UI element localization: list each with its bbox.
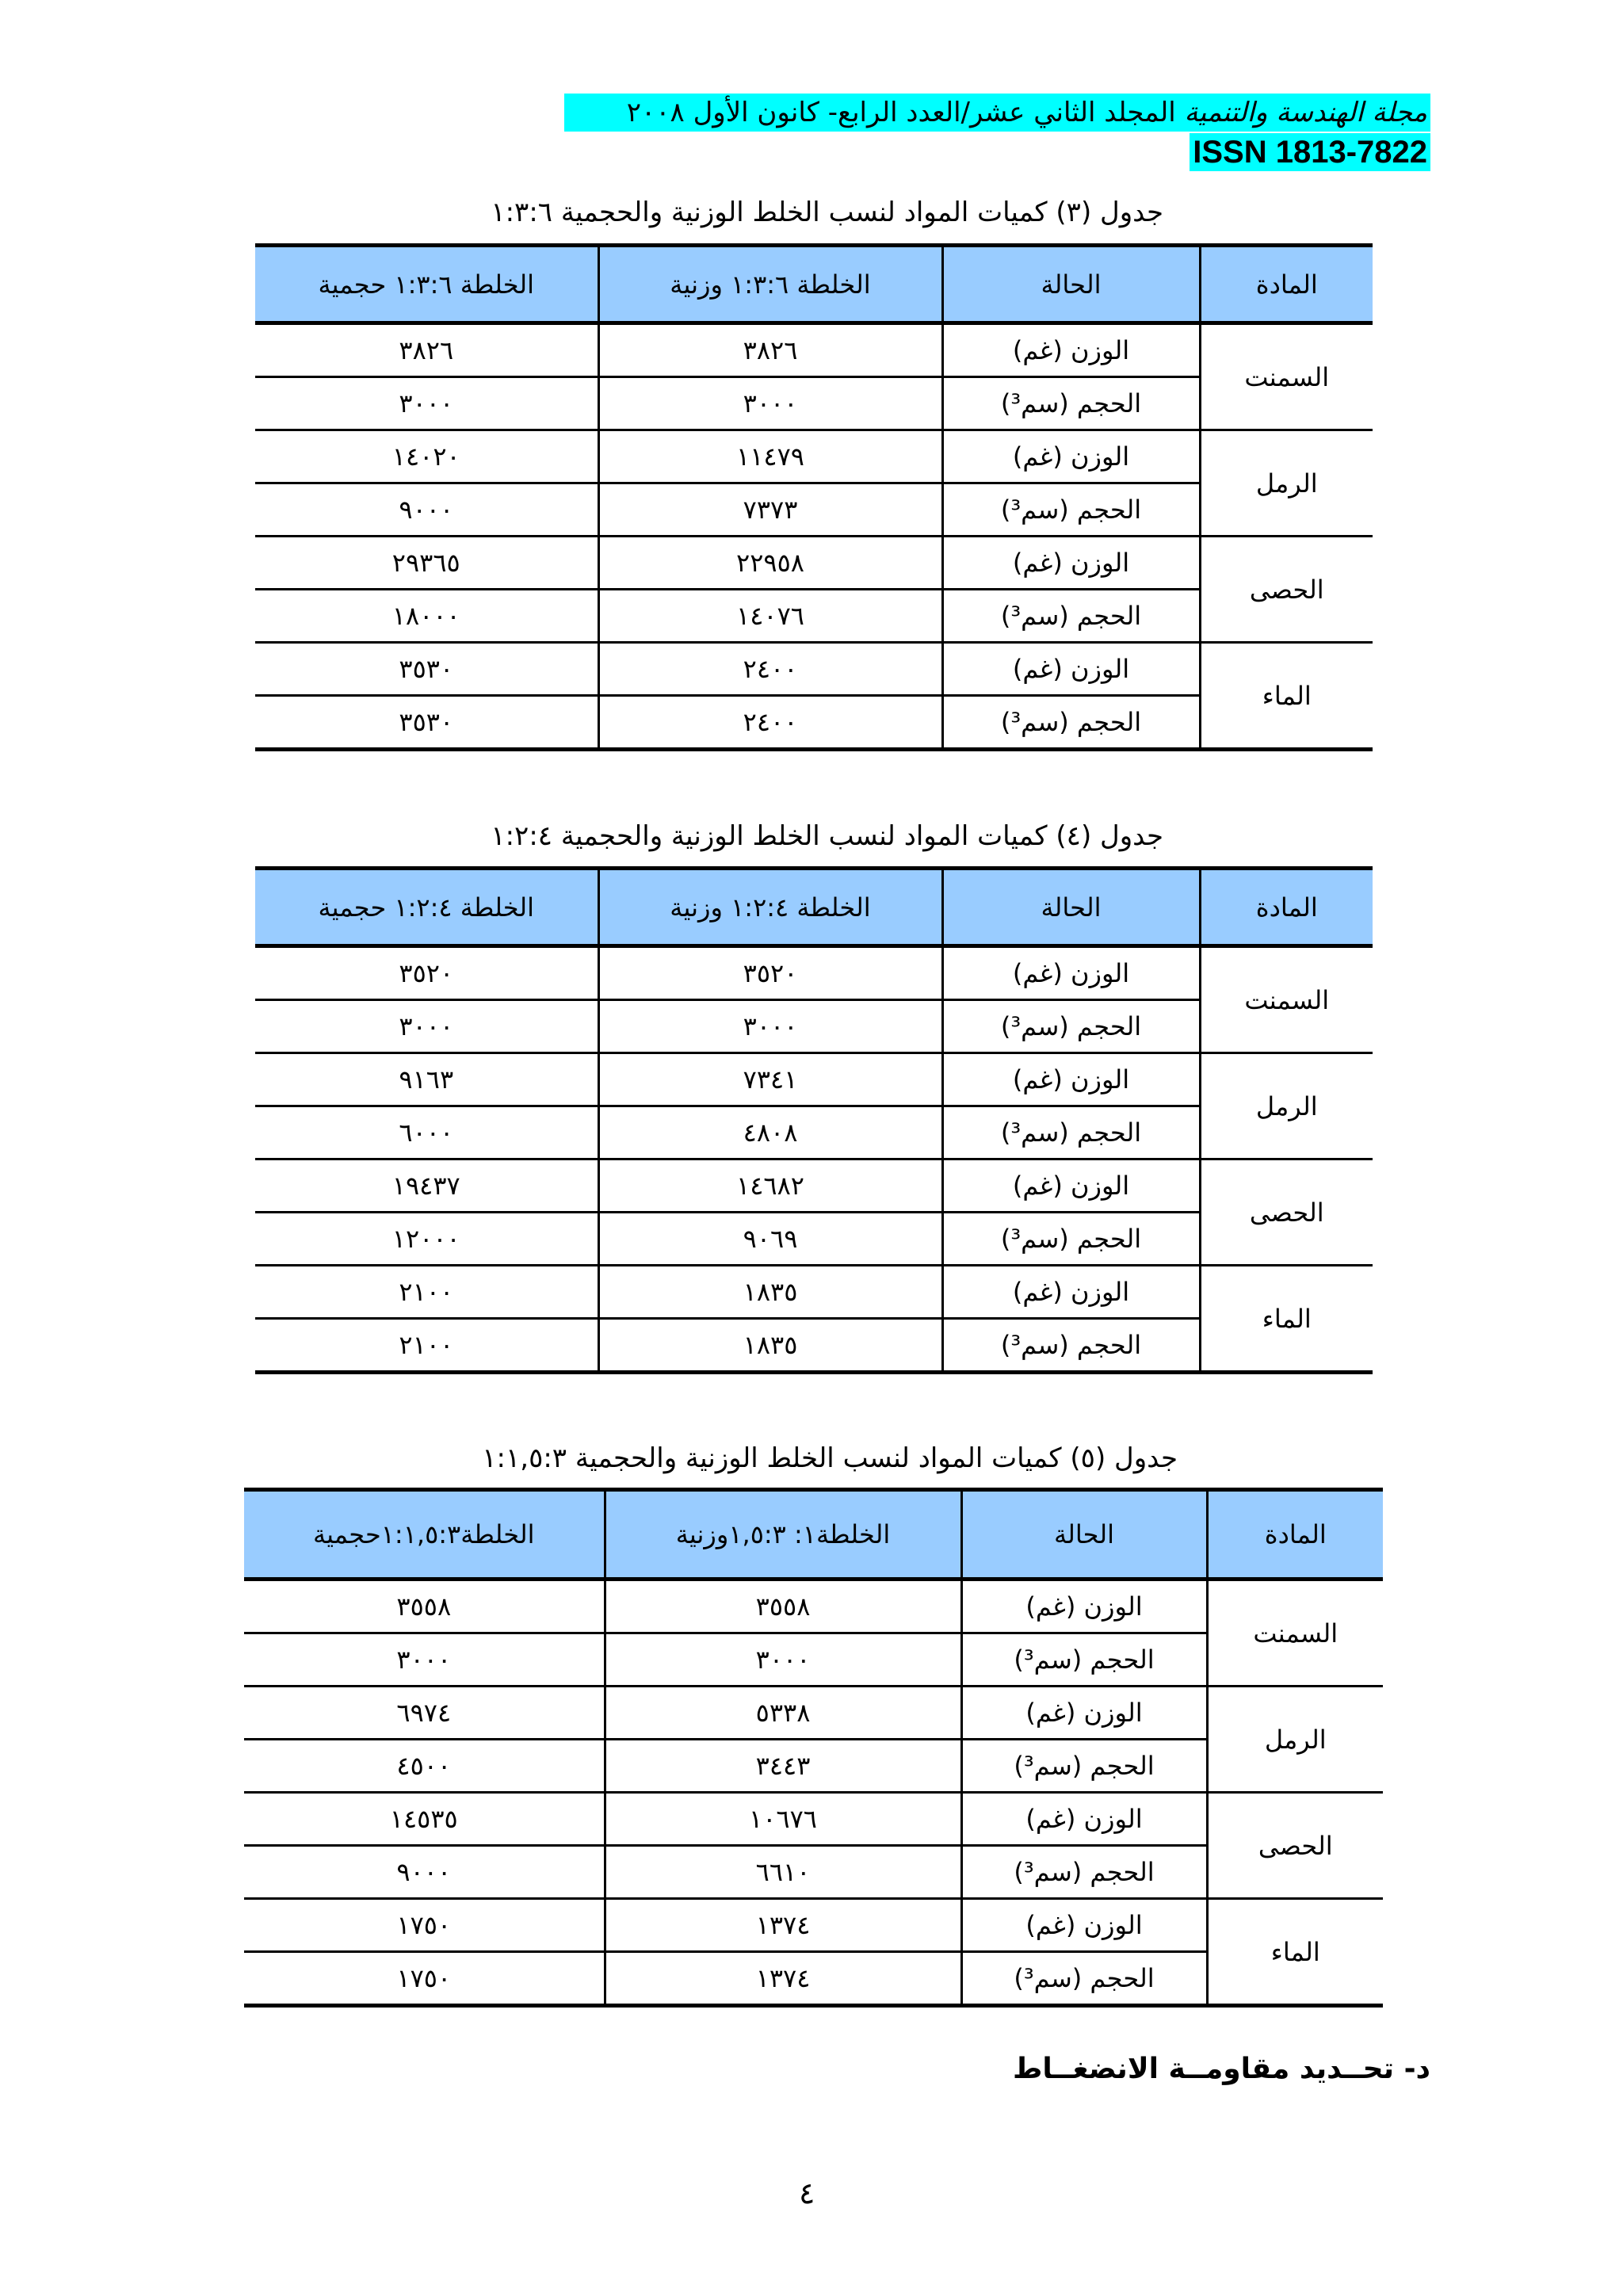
- table-3-caption: جدول (٣) كميات المواد لنسب الخلط الوزنية والحجمية ١:٣:٦: [491, 197, 1163, 228]
- state-cell: الحجم (سم³): [942, 483, 1200, 537]
- weight-mix-cell: ٣٨٢٦: [598, 323, 942, 377]
- weight-mix-cell: ٤٨٠٨: [598, 1106, 942, 1159]
- material-cell: الرمل: [1200, 1053, 1373, 1159]
- weight-mix-cell: ٢٤٠٠: [598, 643, 942, 696]
- material-cell: الماء: [1200, 643, 1373, 750]
- material-cell: الرمل: [1207, 1687, 1383, 1793]
- journal-title: مجلة الهندسة والتنمية: [1184, 97, 1427, 128]
- volume-mix-cell: ٩٠٠٠: [255, 483, 598, 537]
- weight-mix-cell: ٢٤٠٠: [598, 696, 942, 750]
- weight-mix-cell: ٧٣٤١: [598, 1053, 942, 1106]
- material-cell: السمنت: [1207, 1580, 1383, 1687]
- state-cell: الوزن (غم): [942, 1159, 1200, 1213]
- weight-mix-cell: ١٣٧٤: [605, 1952, 961, 2006]
- weight-mix-cell: ٣٠٠٠: [605, 1633, 961, 1687]
- material-cell: الماء: [1207, 1899, 1383, 2006]
- weight-mix-cell: ١٨٣٥: [598, 1266, 942, 1319]
- weight-mix-cell: ١١٤٧٩: [598, 430, 942, 483]
- header-material: المادة: [1200, 246, 1373, 323]
- volume-mix-cell: ٣٥٣٠: [255, 696, 598, 750]
- state-cell: الوزن (غم): [961, 1580, 1207, 1633]
- issn: ISSN 1813-7822: [1190, 133, 1430, 171]
- material-cell: الرمل: [1200, 430, 1373, 537]
- weight-mix-cell: ١٤٠٧٦: [598, 590, 942, 643]
- state-cell: الوزن (غم): [942, 430, 1200, 483]
- state-cell: الوزن (غم): [961, 1899, 1207, 1952]
- table-row: [244, 1580, 1383, 1633]
- header-volume-mix: الخلطة ١:٣:٦ حجمية: [255, 246, 598, 323]
- volume-mix-cell: ٩٠٠٠: [244, 1846, 605, 1899]
- weight-mix-cell: ١٣٧٤: [605, 1899, 961, 1952]
- volume-mix-cell: ٣٠٠٠: [244, 1633, 605, 1687]
- table-4-caption: جدول (٤) كميات المواد لنسب الخلط الوزنية والحجمية ١:٢:٤: [491, 820, 1163, 852]
- state-cell: الوزن (غم): [942, 643, 1200, 696]
- state-cell: الحجم (سم³): [942, 1213, 1200, 1266]
- header-volume-mix: الخلطة ١:٢:٤ حجمية: [255, 869, 598, 946]
- volume-mix-cell: ٣٥٥٨: [244, 1580, 605, 1633]
- table-row: [255, 537, 1373, 590]
- material-cell: الحصى: [1200, 537, 1373, 643]
- weight-mix-cell: ٣٠٠٠: [598, 377, 942, 430]
- volume-mix-cell: ١٧٥٠: [244, 1899, 605, 1952]
- volume-mix-cell: ٦٩٧٤: [244, 1687, 605, 1740]
- material-cell: الحصى: [1207, 1793, 1383, 1899]
- header-weight-mix: الخلطة ١:٢:٤ وزنية: [598, 869, 942, 946]
- volume-mix-cell: ٣٠٠٠: [255, 377, 598, 430]
- table-row: [244, 1793, 1383, 1846]
- state-cell: الحجم (سم³): [961, 1633, 1207, 1687]
- state-cell: الحجم (سم³): [961, 1952, 1207, 2006]
- material-cell: السمنت: [1200, 323, 1373, 430]
- material-cell: السمنت: [1200, 946, 1373, 1053]
- table-3: [255, 243, 1373, 751]
- table-5-caption: جدول (٥) كميات المواد لنسب الخلط الوزنية والحجمية ١:١,٥:٣: [482, 1442, 1178, 1474]
- volume-mix-cell: ١٢٠٠٠: [255, 1213, 598, 1266]
- header-state: الحالة: [961, 1490, 1207, 1580]
- volume-mix-cell: ٩١٦٣: [255, 1053, 598, 1106]
- state-cell: الحجم (سم³): [942, 590, 1200, 643]
- state-cell: الوزن (غم): [942, 323, 1200, 377]
- table-row: [255, 946, 1373, 1000]
- state-cell: الحجم (سم³): [942, 1000, 1200, 1053]
- journal-issue: المجلد الثاني عشر/العدد الرابع- كانون الأول ٢٠٠٨: [626, 97, 1185, 128]
- weight-mix-cell: ٦٦١٠: [605, 1846, 961, 1899]
- header-material: المادة: [1207, 1490, 1383, 1580]
- state-cell: الحجم (سم³): [942, 696, 1200, 750]
- volume-mix-cell: ٣٥٢٠: [255, 946, 598, 1000]
- state-cell: الحجم (سم³): [961, 1846, 1207, 1899]
- state-cell: الحجم (سم³): [961, 1740, 1207, 1793]
- state-cell: الوزن (غم): [942, 946, 1200, 1000]
- volume-mix-cell: ١٩٤٣٧: [255, 1159, 598, 1213]
- weight-mix-cell: ٢٢٩٥٨: [598, 537, 942, 590]
- weight-mix-cell: ٣٥٥٨: [605, 1580, 961, 1633]
- volume-mix-cell: ١٤٥٣٥: [244, 1793, 605, 1846]
- section-heading: د- تحــديد مقاومــة الانضغــاط: [1013, 2053, 1430, 2085]
- weight-mix-cell: ٧٣٧٣: [598, 483, 942, 537]
- material-cell: الحصى: [1200, 1159, 1373, 1266]
- weight-mix-cell: ١٠٦٧٦: [605, 1793, 961, 1846]
- table-row: [244, 1899, 1383, 1952]
- volume-mix-cell: ٢١٠٠: [255, 1266, 598, 1319]
- weight-mix-cell: ٥٣٣٨: [605, 1687, 961, 1740]
- material-cell: الماء: [1200, 1266, 1373, 1373]
- state-cell: الحجم (سم³): [942, 377, 1200, 430]
- volume-mix-cell: ٦٠٠٠: [255, 1106, 598, 1159]
- volume-mix-cell: ٢٩٣٦٥: [255, 537, 598, 590]
- table-row: [255, 1053, 1373, 1106]
- table-5: [244, 1488, 1383, 2008]
- volume-mix-cell: ١٧٥٠: [244, 1952, 605, 2006]
- header-weight-mix: الخلطة ١:٣:٦ وزنية: [598, 246, 942, 323]
- weight-mix-cell: ١٨٣٥: [598, 1319, 942, 1373]
- header-state: الحالة: [942, 869, 1200, 946]
- journal-citation: [564, 94, 1430, 132]
- state-cell: الوزن (غم): [961, 1793, 1207, 1846]
- state-cell: الحجم (سم³): [942, 1319, 1200, 1373]
- volume-mix-cell: ١٨٠٠٠: [255, 590, 598, 643]
- table-4: [255, 866, 1373, 1374]
- volume-mix-cell: ٣٠٠٠: [255, 1000, 598, 1053]
- weight-mix-cell: ٣٠٠٠: [598, 1000, 942, 1053]
- header-material: المادة: [1200, 869, 1373, 946]
- volume-mix-cell: ١٤٠٢٠: [255, 430, 598, 483]
- table-row: [255, 323, 1373, 377]
- journal-header: [564, 94, 1430, 171]
- weight-mix-cell: ٩٠٦٩: [598, 1213, 942, 1266]
- table-row: [255, 1159, 1373, 1213]
- volume-mix-cell: ٣٥٣٠: [255, 643, 598, 696]
- header-weight-mix: الخلطة١: ١,٥:٣وزنية: [605, 1490, 961, 1580]
- weight-mix-cell: ٣٤٤٣: [605, 1740, 961, 1793]
- state-cell: الحجم (سم³): [942, 1106, 1200, 1159]
- volume-mix-cell: ٢١٠٠: [255, 1319, 598, 1373]
- weight-mix-cell: ٣٥٢٠: [598, 946, 942, 1000]
- page-number: ٤: [799, 2176, 815, 2210]
- weight-mix-cell: ١٤٦٨٢: [598, 1159, 942, 1213]
- volume-mix-cell: ٣٨٢٦: [255, 323, 598, 377]
- table-row: [255, 643, 1373, 696]
- state-cell: الوزن (غم): [942, 537, 1200, 590]
- header-volume-mix: الخلطة١:١,٥:٣حجمية: [244, 1490, 605, 1580]
- state-cell: الوزن (غم): [942, 1266, 1200, 1319]
- table-row: [255, 430, 1373, 483]
- header-state: الحالة: [942, 246, 1200, 323]
- state-cell: الوزن (غم): [942, 1053, 1200, 1106]
- table-row: [255, 1266, 1373, 1319]
- state-cell: الوزن (غم): [961, 1687, 1207, 1740]
- table-row: [244, 1687, 1383, 1740]
- volume-mix-cell: ٤٥٠٠: [244, 1740, 605, 1793]
